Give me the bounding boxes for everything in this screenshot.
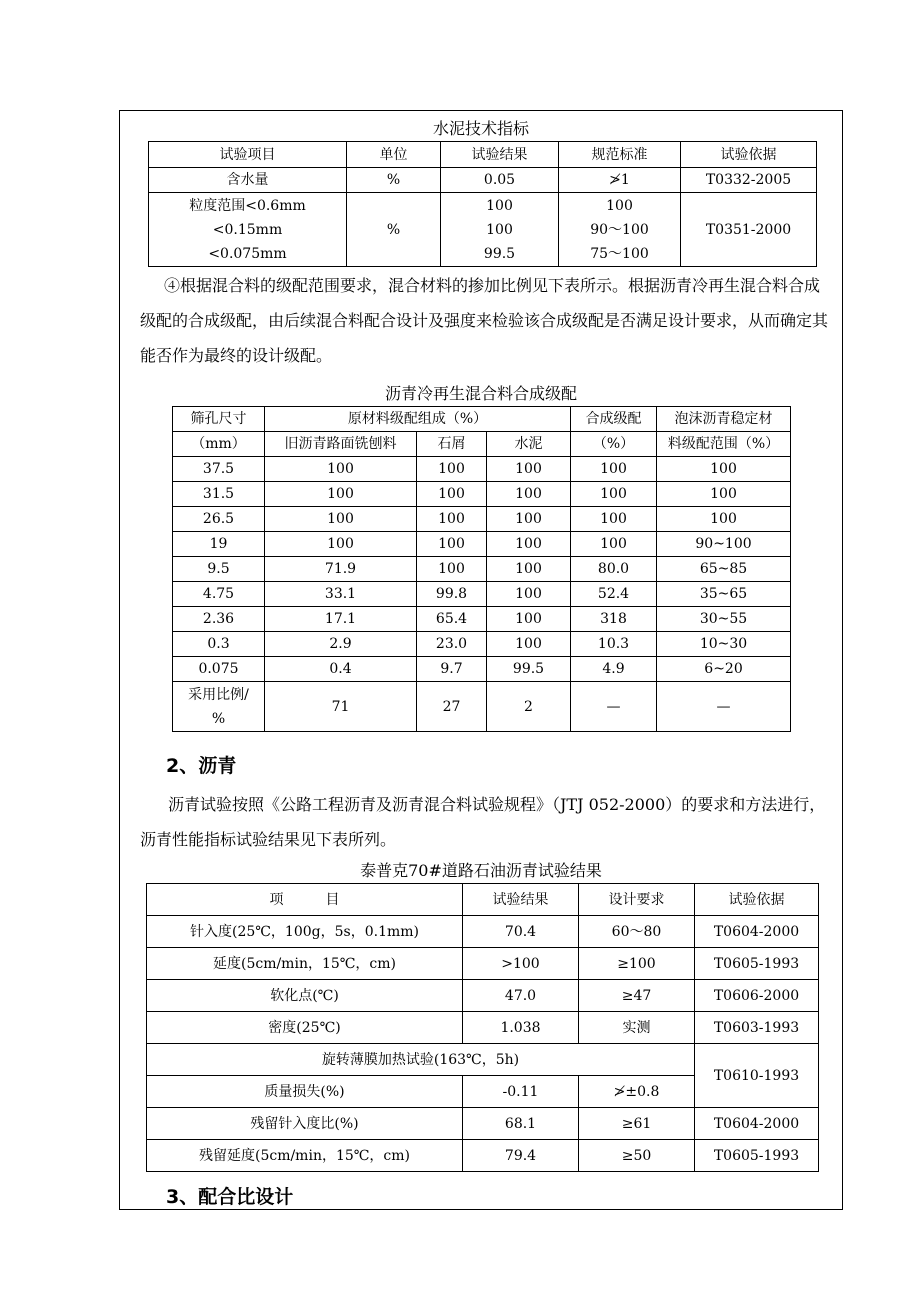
- gradation-cell: 4.75: [173, 582, 265, 607]
- gradation-cell: 65~85: [657, 557, 791, 582]
- gradation-cell: 30~55: [657, 607, 791, 632]
- gradation-cell: 100: [417, 532, 487, 557]
- asphalt-cell: T0604-2000: [695, 916, 819, 948]
- gradation-cell: 99.5: [487, 657, 571, 682]
- gradation-cell: 100: [487, 632, 571, 657]
- asphalt-row: [147, 948, 819, 980]
- gradation-cell: 100: [487, 532, 571, 557]
- cement-header: 单位: [347, 142, 441, 168]
- ratio-cell: 71: [265, 682, 417, 732]
- gradation-row: [173, 582, 791, 607]
- gradation-cell: 100: [417, 507, 487, 532]
- gradation-cell: 65.4: [417, 607, 487, 632]
- gradation-cell: 100: [571, 507, 657, 532]
- gradation-header: 泡沫沥青稳定材: [657, 407, 791, 432]
- gradation-row: [173, 632, 791, 657]
- asphalt-row: [147, 1140, 819, 1172]
- cement-table: [148, 141, 817, 267]
- asphalt-cell: ≥100: [579, 948, 695, 980]
- asphalt-cell: 质量损失(%): [147, 1076, 463, 1108]
- gradation-cell: 23.0: [417, 632, 487, 657]
- asphalt-table-title: 泰普克70#道路石油沥青试验结果: [360, 861, 602, 880]
- gradation-cell: 100: [487, 607, 571, 632]
- gradation-cell: 100: [487, 482, 571, 507]
- rtfot-basis: T0610-1993: [695, 1044, 819, 1108]
- gradation-cell: 71.9: [265, 557, 417, 582]
- gradation-cell: 100: [265, 457, 417, 482]
- gradation-header: 料级配范围（%）: [657, 432, 791, 457]
- gradation-row: [173, 657, 791, 682]
- asphalt-cell: >100: [463, 948, 579, 980]
- asphalt-cell: 70.4: [463, 916, 579, 948]
- gradation-row: [173, 482, 791, 507]
- asphalt-cell: ≥50: [579, 1140, 695, 1172]
- gradation-row: [173, 607, 791, 632]
- asphalt-cell: 延度(5cm/min，15℃，cm): [147, 948, 463, 980]
- gradation-row: [173, 532, 791, 557]
- gradation-cell: 100: [487, 507, 571, 532]
- gradation-row: [173, 557, 791, 582]
- asphalt-cell: T0604-2000: [695, 1108, 819, 1140]
- rtfot-header: 旋转薄膜加热试验(163℃，5h): [147, 1044, 695, 1076]
- cement-cell: %: [347, 193, 441, 267]
- cement-cell: 100 100 99.5: [441, 193, 559, 267]
- asphalt-cell: 残留针入度比(%): [147, 1108, 463, 1140]
- gradation-cell: 6~20: [657, 657, 791, 682]
- gradation-cell: 9.5: [173, 557, 265, 582]
- asphalt-cell: T0605-1993: [695, 1140, 819, 1172]
- asphalt-cell: 残留延度(5cm/min，15℃，cm): [147, 1140, 463, 1172]
- asphalt-cell: 针入度(25℃，100g，5s，0.1mm): [147, 916, 463, 948]
- gradation-cell: 0.3: [173, 632, 265, 657]
- cement-header: 规范标准: [559, 142, 681, 168]
- cement-cell: T0332-2005: [681, 168, 817, 193]
- cement-header: 试验依据: [681, 142, 817, 168]
- asphalt-cell: ≥47: [579, 980, 695, 1012]
- cement-cell: T0351-2000: [681, 193, 817, 267]
- asphalt-cell: T0606-2000: [695, 980, 819, 1012]
- gradation-cell: 100: [571, 532, 657, 557]
- cement-cell: 粒度范围<0.6mm <0.15mm <0.075mm: [149, 193, 347, 267]
- gradation-row: [173, 507, 791, 532]
- section-heading-mix-design: 3、配合比设计: [166, 1186, 294, 1208]
- asphalt-cell: 实测: [579, 1012, 695, 1044]
- gradation-cell: 100: [417, 457, 487, 482]
- cement-cell: %: [347, 168, 441, 193]
- gradation-cell: 19: [173, 532, 265, 557]
- asphalt-cell: 密度(25℃): [147, 1012, 463, 1044]
- asphalt-cell: T0603-1993: [695, 1012, 819, 1044]
- asphalt-header: 试验结果: [463, 884, 579, 916]
- gradation-header: 原材料级配组成（%）: [265, 407, 571, 432]
- asphalt-row: [147, 1012, 819, 1044]
- cement-cell: ≯1: [559, 168, 681, 193]
- gradation-cell: 100: [265, 532, 417, 557]
- gradation-header: （mm）: [173, 432, 265, 457]
- gradation-cell: 37.5: [173, 457, 265, 482]
- gradation-cell: 100: [657, 457, 791, 482]
- gradation-cell: 100: [487, 557, 571, 582]
- asphalt-row: [147, 916, 819, 948]
- cement-table-title: 水泥技术指标: [432, 119, 529, 138]
- ratio-label: 采用比例/ %: [173, 682, 265, 732]
- gradation-row: [173, 457, 791, 482]
- cement-header: 试验项目: [149, 142, 347, 168]
- asphalt-cell: 79.4: [463, 1140, 579, 1172]
- asphalt-cell: 68.1: [463, 1108, 579, 1140]
- gradation-table: [172, 406, 791, 732]
- asphalt-cell: T0605-1993: [695, 948, 819, 980]
- cement-cell: 含水量: [149, 168, 347, 193]
- gradation-cell: 35~65: [657, 582, 791, 607]
- gradation-cell: 100: [657, 482, 791, 507]
- gradation-cell: 52.4: [571, 582, 657, 607]
- asphalt-table: [146, 883, 819, 1172]
- gradation-cell: 4.9: [571, 657, 657, 682]
- gradation-cell: 100: [487, 457, 571, 482]
- gradation-header: （%）: [571, 432, 657, 457]
- gradation-cell: 100: [417, 557, 487, 582]
- gradation-cell: 318: [571, 607, 657, 632]
- asphalt-header: 试验依据: [695, 884, 819, 916]
- gradation-cell: 99.8: [417, 582, 487, 607]
- gradation-header: 石屑: [417, 432, 487, 457]
- gradation-table-title: 沥青冷再生混合料合成级配: [384, 384, 577, 403]
- gradation-cell: 10~30: [657, 632, 791, 657]
- asphalt-cell: -0.11: [463, 1076, 579, 1108]
- cement-header: 试验结果: [441, 142, 559, 168]
- gradation-cell: 100: [571, 457, 657, 482]
- gradation-cell: 90~100: [657, 532, 791, 557]
- gradation-header: 旧沥青路面铣刨料: [265, 432, 417, 457]
- ratio-cell: 27: [417, 682, 487, 732]
- gradation-cell: 0.075: [173, 657, 265, 682]
- cement-cell: 0.05: [441, 168, 559, 193]
- gradation-cell: 100: [265, 507, 417, 532]
- gradation-cell: 2.36: [173, 607, 265, 632]
- asphalt-header: 设计要求: [579, 884, 695, 916]
- gradation-cell: 17.1: [265, 607, 417, 632]
- gradation-cell: 31.5: [173, 482, 265, 507]
- gradation-cell: 100: [487, 582, 571, 607]
- asphalt-cell: 60～80: [579, 916, 695, 948]
- asphalt-cell: 47.0: [463, 980, 579, 1012]
- paragraph-asphalt: 沥青试验按照《公路工程沥青及沥青混合料试验规程》（JTJ 052-2000）的要求和方法进行，沥青性能指标试验结果见下表所列。: [140, 795, 826, 849]
- asphalt-cell: ≥61: [579, 1108, 695, 1140]
- gradation-header: 筛孔尺寸: [173, 407, 265, 432]
- asphalt-cell: ≯±0.8: [579, 1076, 695, 1108]
- ratio-cell: 2: [487, 682, 571, 732]
- gradation-cell: 80.0: [571, 557, 657, 582]
- gradation-cell: 26.5: [173, 507, 265, 532]
- asphalt-row: [147, 980, 819, 1012]
- gradation-cell: 100: [571, 482, 657, 507]
- section-heading-asphalt: 2、沥青: [166, 755, 237, 777]
- asphalt-cell: 1.038: [463, 1012, 579, 1044]
- gradation-cell: 2.9: [265, 632, 417, 657]
- asphalt-row: [147, 1108, 819, 1140]
- asphalt-header: 项 目: [147, 884, 463, 916]
- gradation-cell: 9.7: [417, 657, 487, 682]
- gradation-header: 水泥: [487, 432, 571, 457]
- gradation-header: 合成级配: [571, 407, 657, 432]
- gradation-cell: 100: [417, 482, 487, 507]
- gradation-cell: 33.1: [265, 582, 417, 607]
- paragraph-gradation: ④根据混合料的级配范围要求，混合材料的掺加比例见下表所示。根据沥青冷再生混合料合成级配的合成级配，由后续混合料配合设计及强度来检验该合成级配是否满足设计要求，从而确定其能否作为最终的设计级配。: [140, 276, 829, 365]
- gradation-cell: 100: [657, 507, 791, 532]
- ratio-cell: —: [571, 682, 657, 732]
- ratio-cell: —: [657, 682, 791, 732]
- gradation-cell: 100: [265, 482, 417, 507]
- cement-cell: 100 90～100 75～100: [559, 193, 681, 267]
- asphalt-cell: 软化点(℃): [147, 980, 463, 1012]
- gradation-cell: 0.4: [265, 657, 417, 682]
- gradation-cell: 10.3: [571, 632, 657, 657]
